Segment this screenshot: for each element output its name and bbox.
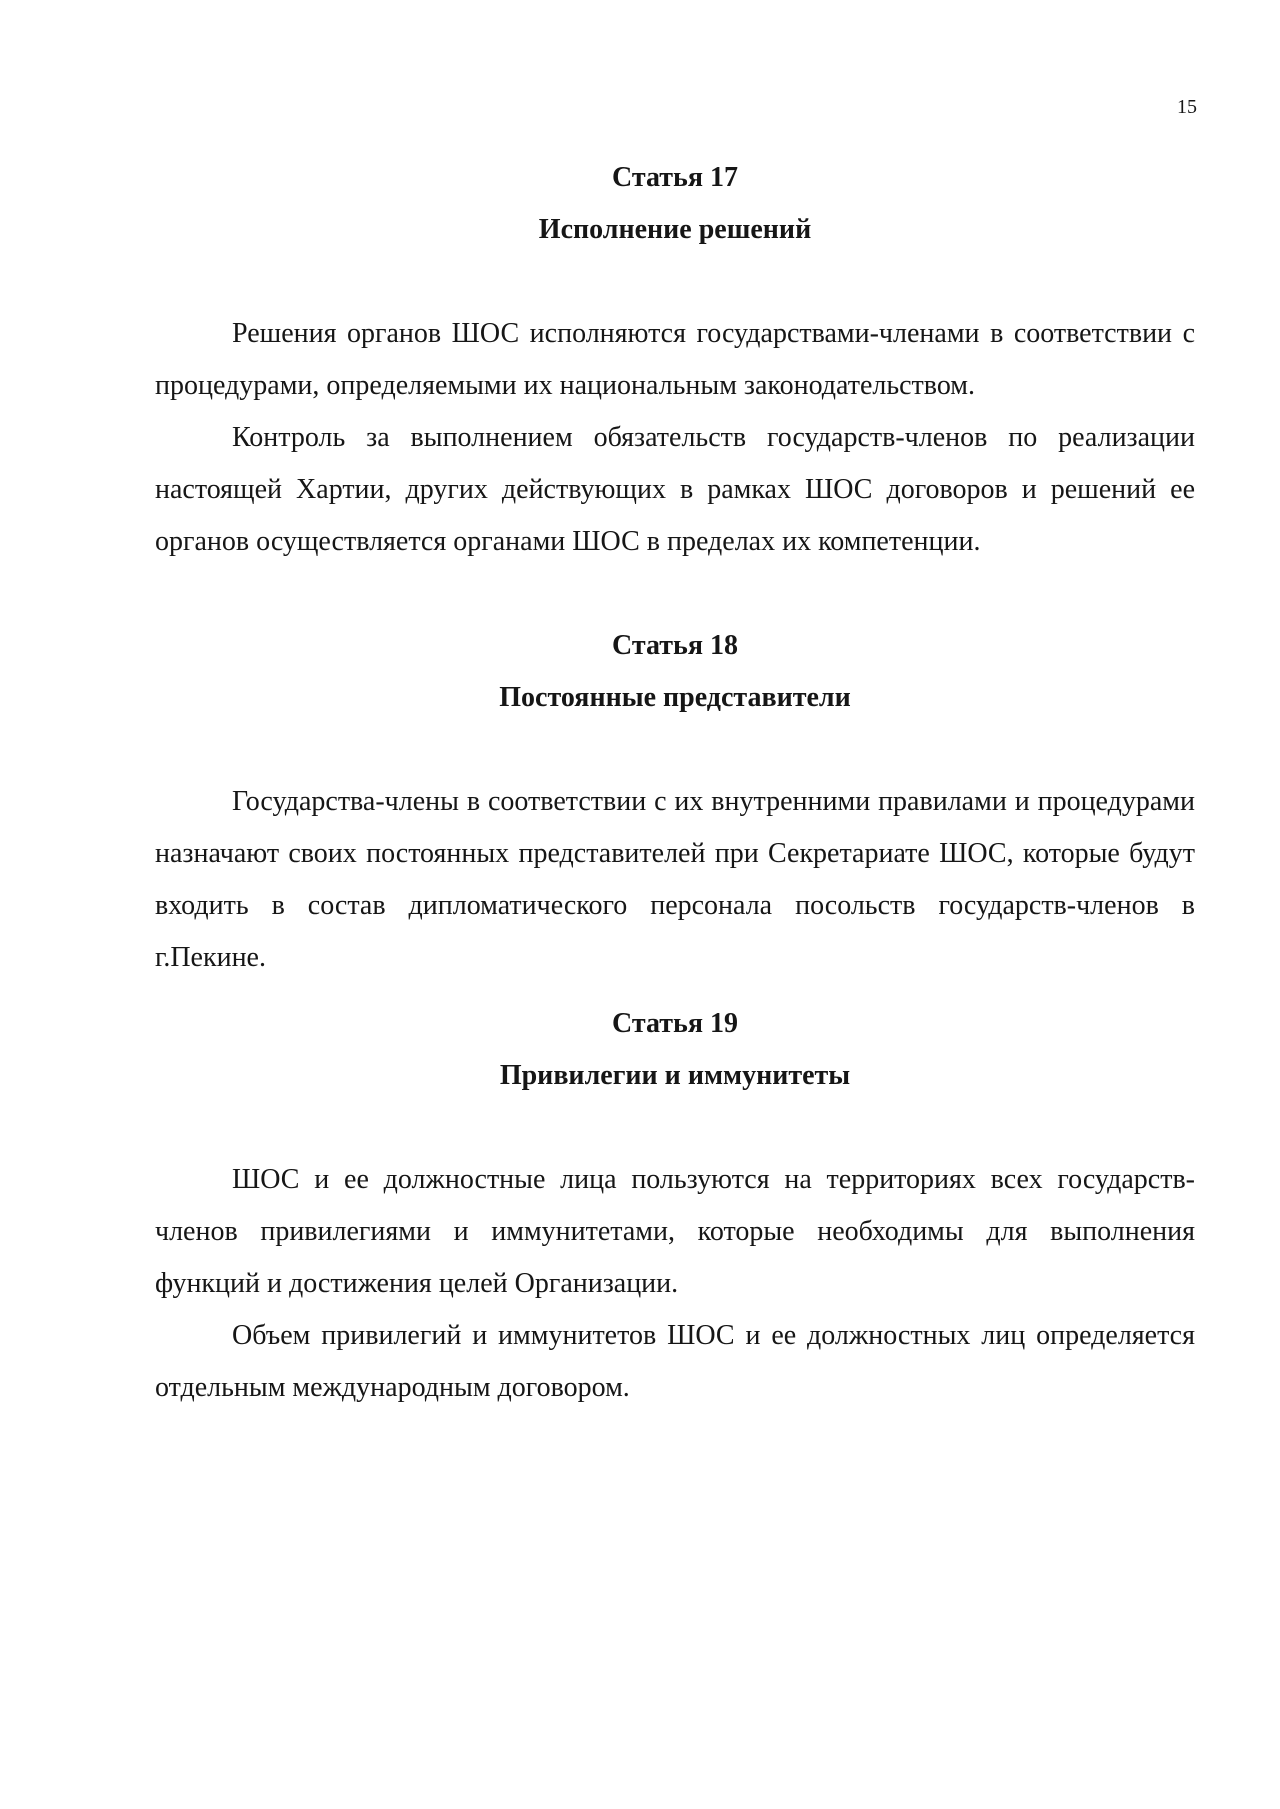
article-18: [155, 620, 1195, 984]
article-title: Статья 17: [612, 162, 738, 193]
page-number: 15: [1177, 96, 1197, 118]
article-19: [155, 998, 1195, 1414]
article-paragraph: Контроль за выполнением обязательств государств-членов по реализации настоящей Хартии, других действующих в рамках ШОС договоров и решений ее органов осуществляется органами ШОС в пределах их компетенции.: [155, 422, 1195, 557]
article-paragraph: Решения органов ШОС исполняются государствами-членами в соответствии с процедурами, определяемыми их национальным законодательством.: [155, 318, 1195, 401]
article-title: Статья 19: [612, 1008, 738, 1039]
article-17: [155, 152, 1195, 568]
article-subtitle: Исполнение решений: [538, 214, 812, 245]
article-subtitle: Привилегии и иммунитеты: [499, 1060, 851, 1091]
document-body: [155, 152, 1195, 1414]
article-subtitle: Постоянные представители: [499, 682, 851, 713]
article-paragraph: Государства-члены в соответствии с их внутренними правилами и процедурами назначают своих постоянных представителей при Секретариате ШОС, которые будут входить в состав дипломатического персонала посольств государств-членов в г.Пекине.: [155, 786, 1195, 973]
article-title: Статья 18: [612, 630, 738, 661]
article-paragraph: ШОС и ее должностные лица пользуются на территориях всех государств-членов привилегиями и иммунитетами, которые необходимы для выполнения функций и достижения целей Организации.: [155, 1164, 1195, 1299]
article-paragraph: Объем привилегий и иммунитетов ШОС и ее должностных лиц определяется отдельным международным договором.: [155, 1320, 1195, 1403]
